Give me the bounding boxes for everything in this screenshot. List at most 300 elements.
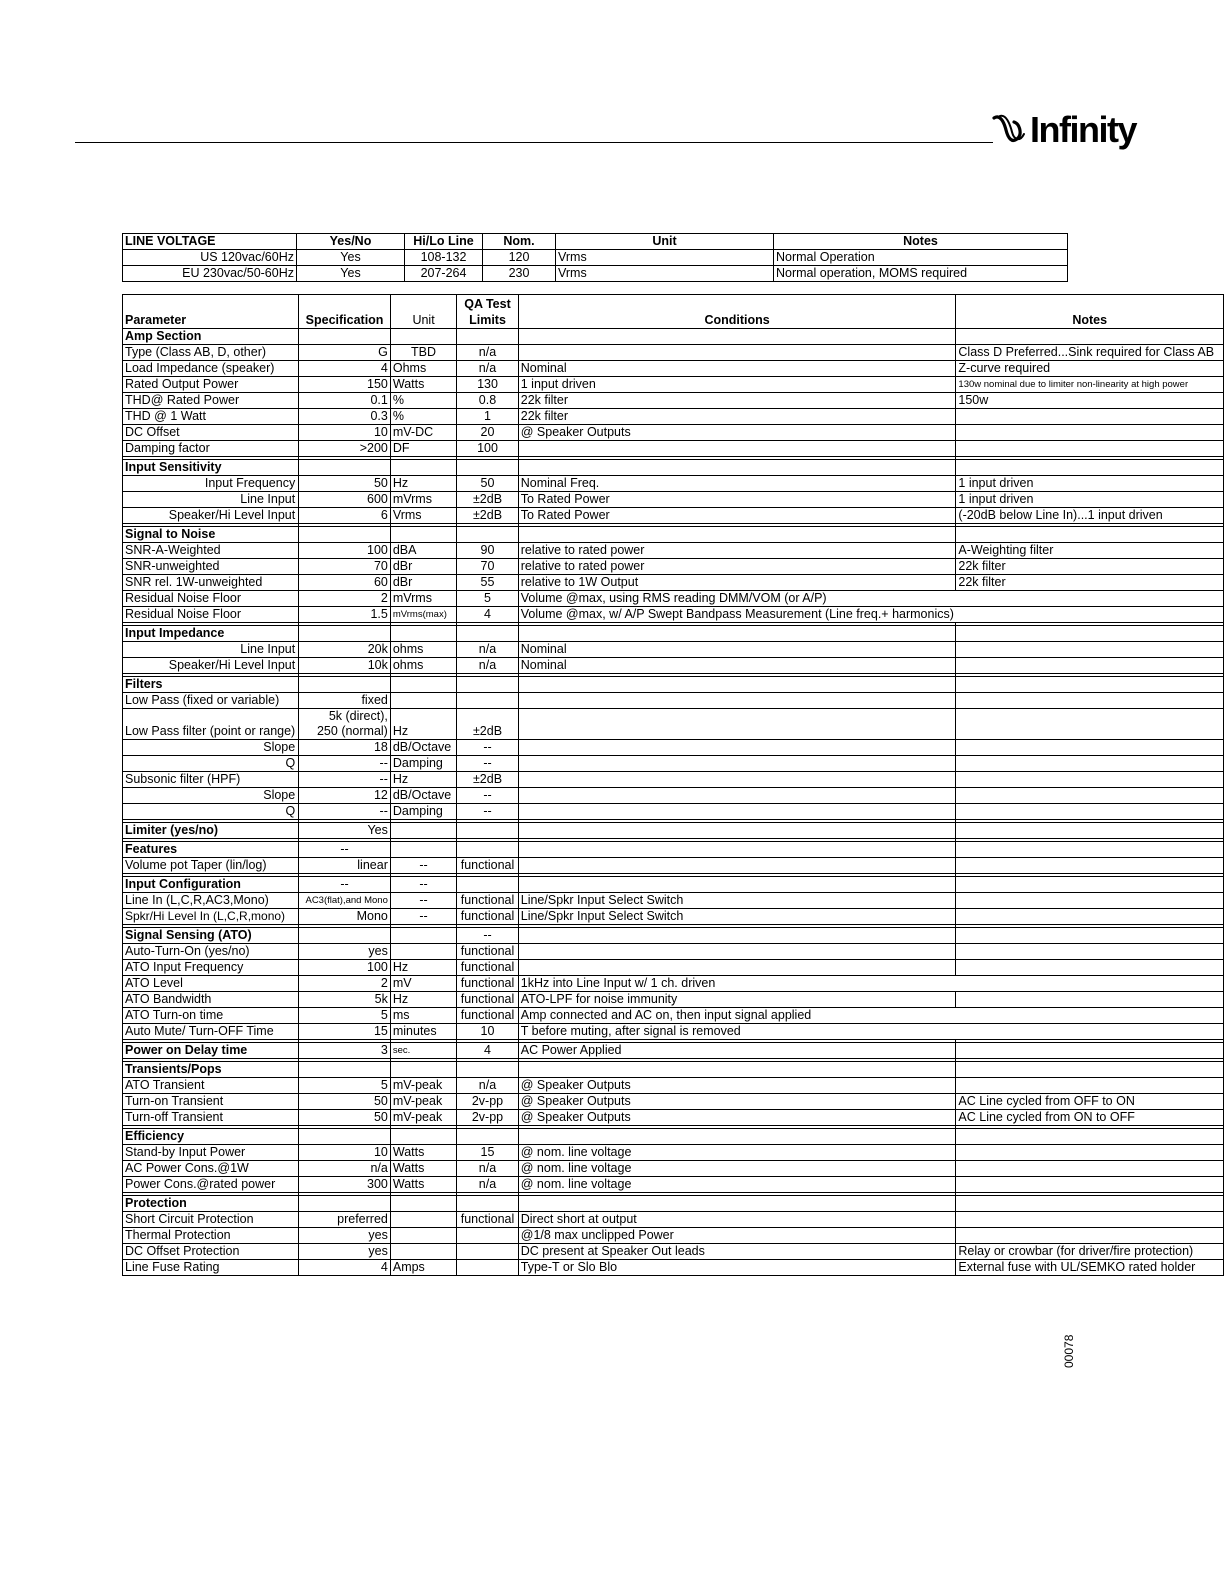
conditions-cell: ATO-LPF for noise immunity	[518, 992, 956, 1008]
section-header-row	[123, 928, 1224, 944]
qa-limit-cell: 0.8	[457, 393, 519, 409]
specification-cell: 50	[299, 1094, 391, 1110]
section-header-row	[123, 1129, 1224, 1145]
lv-cell: Normal operation, MOMS required	[774, 266, 1068, 282]
lv-cell: Vrms	[556, 266, 774, 282]
parameter-cell: Auto-Turn-On (yes/no)	[123, 944, 299, 960]
section-cell	[956, 928, 1224, 944]
table-row	[123, 266, 1068, 282]
table-row	[123, 893, 1224, 909]
section-cell	[457, 677, 519, 693]
unit-cell: --	[390, 858, 456, 874]
specification-cell: yes	[299, 1228, 391, 1244]
specification-cell: --	[299, 772, 391, 788]
conditions-cell: relative to rated power	[518, 559, 956, 575]
specification-cell: 6	[299, 508, 391, 524]
specification-cell: 0.1	[299, 393, 391, 409]
parameter-cell: ATO Level	[123, 976, 299, 992]
notes-cell	[956, 607, 1224, 623]
conditions-cell: Line/Spkr Input Select Switch	[518, 893, 956, 909]
specification-cell: --	[299, 804, 391, 820]
lv-cell: Yes	[297, 266, 405, 282]
conditions-cell	[518, 441, 956, 457]
table-row	[123, 772, 1224, 788]
qa-limit-cell: 15	[457, 1145, 519, 1161]
specification-cell: linear	[299, 858, 391, 874]
table-row	[123, 724, 1224, 740]
specification-cell: G	[299, 345, 391, 361]
notes-cell	[956, 788, 1224, 804]
section-cell	[457, 1062, 519, 1078]
conditions-cell: @ nom. line voltage	[518, 1145, 956, 1161]
table-row	[123, 756, 1224, 772]
specification-cell: n/a	[299, 1161, 391, 1177]
unit-cell: Watts	[390, 1177, 456, 1193]
unit-cell: Damping	[390, 756, 456, 772]
section-cell	[390, 329, 456, 345]
conditions-cell	[518, 960, 956, 976]
parameter-cell: Input Frequency	[123, 476, 299, 492]
parameter-cell: Spkr/Hi Level In (L,C,R,mono)	[123, 909, 299, 925]
table-row	[123, 740, 1224, 756]
table-row	[123, 1161, 1224, 1177]
specification-cell: 1.5	[299, 607, 391, 623]
parameter-cell: Line Input	[123, 642, 299, 658]
parameter-cell: THD@ Rated Power	[123, 393, 299, 409]
unit-cell: Watts	[390, 1161, 456, 1177]
table-row	[123, 693, 1224, 709]
specification-cell: 18	[299, 740, 391, 756]
conditions-cell	[518, 804, 956, 820]
conditions-cell: relative to rated power	[518, 543, 956, 559]
notes-cell: External fuse with UL/SEMKO rated holder	[956, 1260, 1224, 1276]
conditions-cell	[518, 858, 956, 874]
notes-cell	[956, 804, 1224, 820]
qa-limit-cell: 20	[457, 425, 519, 441]
lv-cell: Vrms	[556, 250, 774, 266]
unit-cell: ms	[390, 1008, 456, 1024]
conditions-cell: To Rated Power	[518, 508, 956, 524]
specification-cell: 4	[299, 361, 391, 377]
spec-header-notes: Notes	[956, 295, 1224, 329]
qa-limit-cell	[457, 1244, 519, 1260]
unit-cell: %	[390, 393, 456, 409]
conditions-cell	[518, 709, 956, 725]
parameter-cell: Load Impedance (speaker)	[123, 361, 299, 377]
parameter-cell: Thermal Protection	[123, 1228, 299, 1244]
section-cell: --	[299, 877, 391, 893]
section-cell	[299, 1062, 391, 1078]
section-title: Input Configuration	[123, 877, 299, 893]
table-row	[123, 508, 1224, 524]
table-row	[123, 591, 1224, 607]
notes-cell: AC Line cycled from ON to OFF	[956, 1110, 1224, 1126]
notes-cell	[956, 1043, 1224, 1059]
qa-limit-cell: --	[457, 804, 519, 820]
table-row	[123, 804, 1224, 820]
notes-cell	[956, 976, 1224, 992]
table-row	[123, 858, 1224, 874]
qa-limit-cell: 1	[457, 409, 519, 425]
section-cell	[956, 1129, 1224, 1145]
specification-cell: 300	[299, 1177, 391, 1193]
table-row	[123, 361, 1224, 377]
qa-limit-cell: --	[457, 756, 519, 772]
specification-cell: Mono	[299, 909, 391, 925]
specification-cell: fixed	[299, 693, 391, 709]
qa-limit-cell: functional	[457, 858, 519, 874]
qa-limit-cell: functional	[457, 944, 519, 960]
table-row	[123, 960, 1224, 976]
conditions-cell: 22k filter	[518, 393, 956, 409]
section-header-row	[123, 1062, 1224, 1078]
section-cell	[518, 329, 956, 345]
parameter-cell: Residual Noise Floor	[123, 591, 299, 607]
table-row	[123, 709, 1224, 725]
qa-limit-cell	[457, 693, 519, 709]
table-row	[123, 476, 1224, 492]
section-cell	[457, 1196, 519, 1212]
lv-cell: US 120vac/60Hz	[123, 250, 297, 266]
notes-cell	[956, 709, 1224, 725]
conditions-cell: @1/8 max unclipped Power	[518, 1228, 956, 1244]
table-row	[123, 559, 1224, 575]
unit-cell: %	[390, 409, 456, 425]
conditions-cell: Volume @max, using RMS reading DMM/VOM (or A/P)	[518, 591, 956, 607]
lv-header-line-voltage: LINE VOLTAGE	[123, 234, 297, 250]
section-cell	[956, 677, 1224, 693]
table-row	[123, 345, 1224, 361]
section-cell	[390, 1129, 456, 1145]
unit-cell: TBD	[390, 345, 456, 361]
table-row	[123, 1244, 1224, 1260]
specification-cell: 250 (normal)	[299, 724, 391, 740]
qa-limit-cell: n/a	[457, 1078, 519, 1094]
line-voltage-table	[122, 233, 1068, 282]
table-row	[123, 543, 1224, 559]
specification-cell: 10k	[299, 658, 391, 674]
parameter-cell: AC Power Cons.@1W	[123, 1161, 299, 1177]
logo-wordmark: Infinity	[1030, 109, 1136, 150]
parameter-cell	[123, 709, 299, 725]
qa-limit-cell: 50	[457, 476, 519, 492]
parameter-cell: Slope	[123, 740, 299, 756]
section-title: Efficiency	[123, 1129, 299, 1145]
section-title: Signal to Noise	[123, 527, 299, 543]
table-row	[123, 1260, 1224, 1276]
notes-cell: 1 input driven	[956, 476, 1224, 492]
conditions-cell: 1 input driven	[518, 377, 956, 393]
lv-cell: 108-132	[405, 250, 483, 266]
unit-cell: Watts	[390, 377, 456, 393]
section-cell	[299, 1196, 391, 1212]
qa-limit-cell: functional	[457, 909, 519, 925]
section-cell	[518, 626, 956, 642]
specification-cell: preferred	[299, 1212, 391, 1228]
parameter-cell: Power on Delay time	[123, 1043, 299, 1059]
section-cell	[518, 527, 956, 543]
table-row	[123, 441, 1224, 457]
table-row	[123, 575, 1224, 591]
notes-cell: 1 input driven	[956, 492, 1224, 508]
unit-cell: mV-peak	[390, 1078, 456, 1094]
table-row	[123, 1078, 1224, 1094]
parameter-cell: Turn-on Transient	[123, 1094, 299, 1110]
notes-cell	[956, 893, 1224, 909]
section-title: Amp Section	[123, 329, 299, 345]
table-row	[123, 607, 1224, 623]
notes-cell: 130w nominal due to limiter non-linearity at high power	[956, 377, 1224, 393]
unit-cell: dB/Octave	[390, 788, 456, 804]
table-row	[123, 1024, 1224, 1040]
section-cell	[956, 877, 1224, 893]
specification-cell: 50	[299, 1110, 391, 1126]
qa-limit-cell: 2v-pp	[457, 1094, 519, 1110]
unit-cell: ohms	[390, 642, 456, 658]
conditions-cell: @ Speaker Outputs	[518, 425, 956, 441]
conditions-cell: @ Speaker Outputs	[518, 1078, 956, 1094]
section-cell	[390, 626, 456, 642]
parameter-cell: DC Offset Protection	[123, 1244, 299, 1260]
notes-cell	[956, 772, 1224, 788]
specification-cell: --	[299, 756, 391, 772]
conditions-cell	[518, 693, 956, 709]
qa-limit-cell	[457, 823, 519, 839]
qa-limit-cell: 5	[457, 591, 519, 607]
conditions-cell: Nominal	[518, 658, 956, 674]
spec-header-row	[123, 295, 1224, 329]
notes-cell	[956, 724, 1224, 740]
table-row	[123, 992, 1224, 1008]
line-voltage-header-row	[123, 234, 1068, 250]
conditions-cell: Volume @max, w/ A/P Swept Bandpass Measurement (Line freq.+ harmonics)	[518, 607, 956, 623]
section-cell	[457, 877, 519, 893]
conditions-cell	[518, 345, 956, 361]
unit-cell: Vrms	[390, 508, 456, 524]
lv-cell: 230	[483, 266, 556, 282]
qa-limit-cell: 55	[457, 575, 519, 591]
table-row	[123, 393, 1224, 409]
parameter-cell: Line In (L,C,R,AC3,Mono)	[123, 893, 299, 909]
notes-cell	[956, 960, 1224, 976]
parameter-cell: Type (Class AB, D, other)	[123, 345, 299, 361]
section-cell	[390, 1196, 456, 1212]
conditions-cell	[518, 944, 956, 960]
section-cell	[457, 626, 519, 642]
specification-cell: 5k (direct),	[299, 709, 391, 725]
conditions-cell: @ nom. line voltage	[518, 1177, 956, 1193]
unit-cell: Hz	[390, 724, 456, 740]
section-cell	[390, 527, 456, 543]
specification-cell: 4	[299, 1260, 391, 1276]
spec-header-unit: Unit	[390, 295, 456, 329]
qa-limit-cell: 100	[457, 441, 519, 457]
table-row	[123, 642, 1224, 658]
unit-cell	[390, 1228, 456, 1244]
specification-cell: yes	[299, 1244, 391, 1260]
section-title: Input Impedance	[123, 626, 299, 642]
section-title: Features	[123, 842, 299, 858]
notes-cell: Class D Preferred...Sink required for Class AB	[956, 345, 1224, 361]
notes-cell	[956, 740, 1224, 756]
parameter-cell: Power Cons.@rated power	[123, 1177, 299, 1193]
specification-cell: 60	[299, 575, 391, 591]
conditions-cell	[518, 823, 956, 839]
section-cell	[457, 1129, 519, 1145]
section-cell	[518, 1196, 956, 1212]
unit-cell: Hz	[390, 992, 456, 1008]
spec-header-qa-test-line1: QA Test	[464, 297, 511, 311]
lv-cell: Yes	[297, 250, 405, 266]
parameter-cell: ATO Bandwidth	[123, 992, 299, 1008]
parameter-cell: Turn-off Transient	[123, 1110, 299, 1126]
lv-header-unit: Unit	[556, 234, 774, 250]
spec-header-qa-test	[457, 295, 519, 329]
unit-cell: Hz	[390, 772, 456, 788]
unit-cell: Ohms	[390, 361, 456, 377]
conditions-cell: @ Speaker Outputs	[518, 1094, 956, 1110]
qa-limit-cell: n/a	[457, 345, 519, 361]
qa-limit-cell	[457, 1260, 519, 1276]
specification-cell: 2	[299, 591, 391, 607]
parameter-cell: Residual Noise Floor	[123, 607, 299, 623]
qa-limit-cell: 4	[457, 607, 519, 623]
notes-cell	[956, 1212, 1224, 1228]
section-header-row	[123, 1196, 1224, 1212]
unit-cell: sec.	[390, 1043, 456, 1059]
section-cell	[956, 1196, 1224, 1212]
parameter-cell: Q	[123, 804, 299, 820]
section-cell	[390, 842, 456, 858]
parameter-cell: THD @ 1 Watt	[123, 409, 299, 425]
conditions-cell: 1kHz into Line Input w/ 1 ch. driven	[518, 976, 956, 992]
unit-cell: ohms	[390, 658, 456, 674]
section-cell	[299, 329, 391, 345]
section-cell	[956, 460, 1224, 476]
conditions-cell	[518, 756, 956, 772]
section-cell	[956, 527, 1224, 543]
conditions-cell: @ Speaker Outputs	[518, 1110, 956, 1126]
table-row	[123, 250, 1068, 266]
section-cell	[299, 460, 391, 476]
spec-table-body	[123, 329, 1224, 1276]
section-cell: --	[299, 842, 391, 858]
qa-limit-cell: 10	[457, 1024, 519, 1040]
parameter-cell: Low Pass (fixed or variable)	[123, 693, 299, 709]
qa-limit-cell: n/a	[457, 642, 519, 658]
infinity-swirl-icon	[990, 112, 1028, 146]
notes-cell	[956, 1008, 1224, 1024]
qa-limit-cell: n/a	[457, 361, 519, 377]
section-title: Signal Sensing (ATO)	[123, 928, 299, 944]
qa-limit-cell: functional	[457, 960, 519, 976]
lv-header-hi-lo-line: Hi/Lo Line	[405, 234, 483, 250]
unit-cell: --	[390, 893, 456, 909]
qa-limit-cell: n/a	[457, 658, 519, 674]
conditions-cell: Line/Spkr Input Select Switch	[518, 909, 956, 925]
table-row	[123, 788, 1224, 804]
parameter-cell: Speaker/Hi Level Input	[123, 658, 299, 674]
specification-cell: 600	[299, 492, 391, 508]
section-header-row	[123, 460, 1224, 476]
table-row	[123, 409, 1224, 425]
section-cell	[956, 1062, 1224, 1078]
section-header-row	[123, 842, 1224, 858]
section-cell	[299, 626, 391, 642]
unit-cell: mV-peak	[390, 1094, 456, 1110]
notes-cell	[956, 693, 1224, 709]
notes-cell	[956, 1228, 1224, 1244]
specification-cell: AC3(flat),and Mono	[299, 893, 391, 909]
table-row	[123, 1043, 1224, 1059]
section-title: Input Sensitivity	[123, 460, 299, 476]
section-cell	[518, 842, 956, 858]
section-cell	[299, 928, 391, 944]
spec-header-parameter: Parameter	[123, 295, 299, 329]
specification-cell: 10	[299, 425, 391, 441]
notes-cell	[956, 409, 1224, 425]
unit-cell: --	[390, 909, 456, 925]
qa-limit-cell: ±2dB	[457, 492, 519, 508]
unit-cell: Hz	[390, 476, 456, 492]
specification-cell: 70	[299, 559, 391, 575]
table-row	[123, 1008, 1224, 1024]
qa-limit-cell: ±2dB	[457, 508, 519, 524]
notes-cell	[956, 642, 1224, 658]
unit-cell: mVrms	[390, 591, 456, 607]
section-cell	[390, 677, 456, 693]
lv-header-notes: Notes	[774, 234, 1068, 250]
unit-cell: mV-peak	[390, 1110, 456, 1126]
qa-limit-cell: 70	[457, 559, 519, 575]
section-header-row	[123, 677, 1224, 693]
section-header-row	[123, 877, 1224, 893]
specification-cell: 5	[299, 1078, 391, 1094]
section-title: Transients/Pops	[123, 1062, 299, 1078]
conditions-cell: AC Power Applied	[518, 1043, 956, 1059]
conditions-cell: Direct short at output	[518, 1212, 956, 1228]
qa-limit-cell: 4	[457, 1043, 519, 1059]
notes-cell	[956, 658, 1224, 674]
specification-cell: 10	[299, 1145, 391, 1161]
notes-cell: Relay or crowbar (for driver/fire protection)	[956, 1244, 1224, 1260]
specification-cell: >200	[299, 441, 391, 457]
section-cell	[956, 842, 1224, 858]
table-row	[123, 1212, 1224, 1228]
qa-limit-cell	[457, 1228, 519, 1244]
notes-cell: AC Line cycled from OFF to ON	[956, 1094, 1224, 1110]
section-cell	[518, 1129, 956, 1145]
qa-limit-cell: functional	[457, 976, 519, 992]
qa-limit-cell: 130	[457, 377, 519, 393]
qa-limit-cell	[457, 709, 519, 725]
notes-cell	[956, 858, 1224, 874]
lv-cell: 207-264	[405, 266, 483, 282]
unit-cell: minutes	[390, 1024, 456, 1040]
qa-limit-cell: functional	[457, 1212, 519, 1228]
unit-cell: Damping	[390, 804, 456, 820]
qa-limit-cell: 90	[457, 543, 519, 559]
qa-limit-cell: ±2dB	[457, 724, 519, 740]
specification-cell: 5k	[299, 992, 391, 1008]
conditions-cell: @ nom. line voltage	[518, 1161, 956, 1177]
parameter-cell: Stand-by Input Power	[123, 1145, 299, 1161]
notes-cell	[956, 823, 1224, 839]
table-row	[123, 823, 1224, 839]
unit-cell	[390, 693, 456, 709]
specification-cell: 20k	[299, 642, 391, 658]
unit-cell	[390, 944, 456, 960]
